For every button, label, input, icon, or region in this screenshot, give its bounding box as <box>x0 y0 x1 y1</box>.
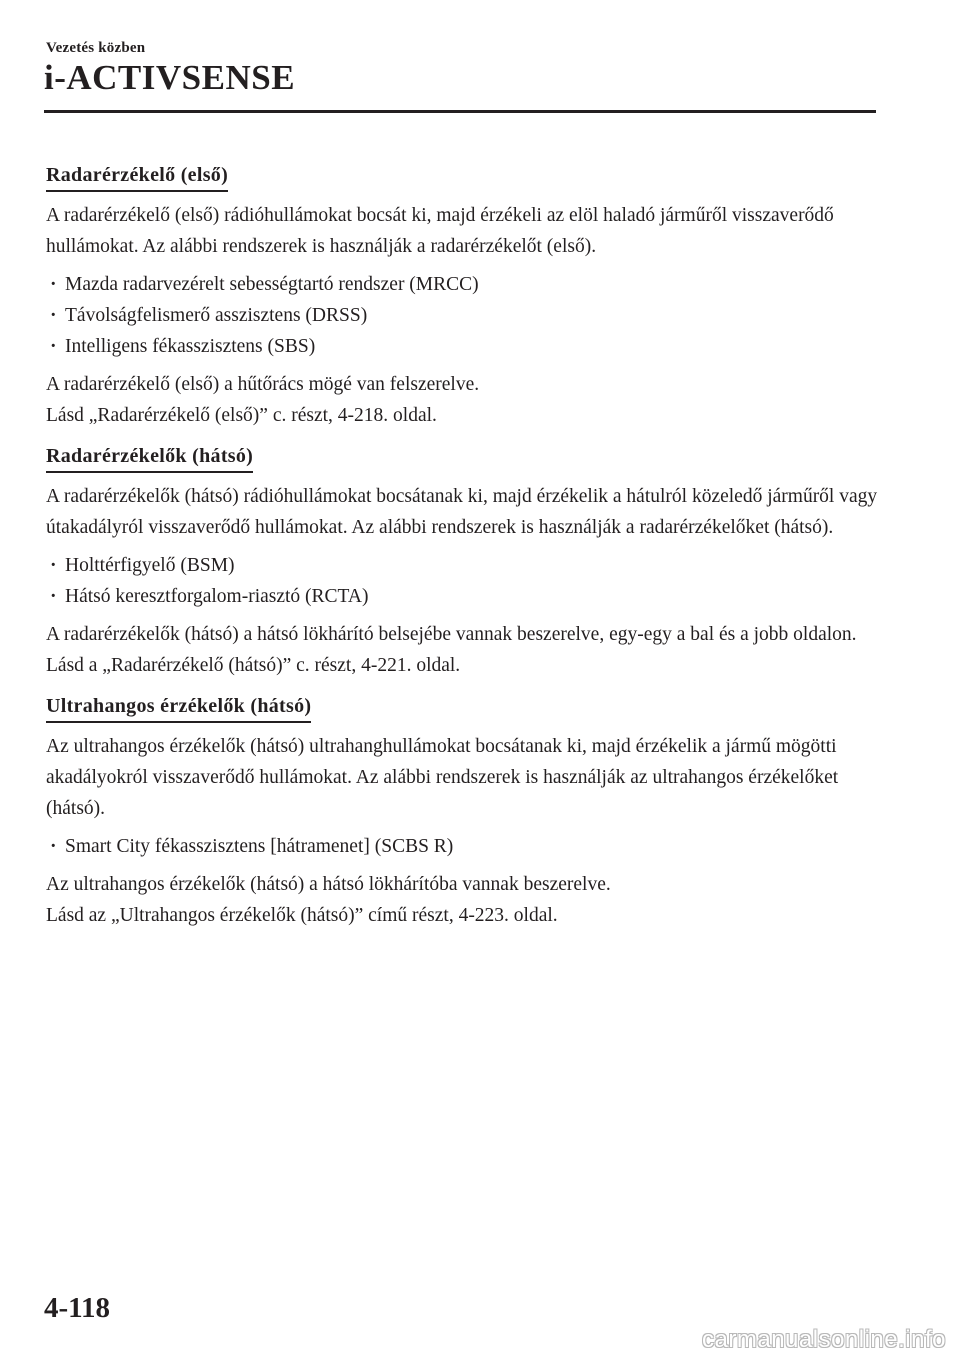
section-intro: Az ultrahangos érzékelők (hátsó) ultrahanghullámokat bocsátanak ki, majd érzékelik a jármű mögötti akadályokról visszaverődő hullámokat. Az alábbi rendszerek is használják az ultrahangos érzékelőket (hátsó). <box>46 736 839 819</box>
location-note: A radarérzékelők (hátsó) a hátsó lökhárító belsejébe vannak beszerelve, egy-egy a bal és a jobb oldalon. <box>46 624 857 645</box>
page-reference: Lásd az „Ultrahangos érzékelők (hátsó)” című részt, 4-223. oldal. <box>46 905 558 926</box>
watermark: carmanualsonline.info <box>702 1326 946 1353</box>
list-item: · Távolságfelismerő asszisztens (DRSS) <box>46 300 886 331</box>
list-item: · Hátsó keresztforgalom-riasztó (RCTA) <box>46 581 886 612</box>
section-intro: A radarérzékelők (hátsó) rádióhullámokat bocsátanak ki, majd érzékelik a hátulról közeledő járműről vagy útakadályról visszaverődő hullámokat. Az alábbi rendszerek is használják a radarérzékelőket (hátsó). <box>46 486 878 538</box>
section-front-radar <box>46 160 886 431</box>
page-reference: Lásd „Radarérzékelő (első)” c. részt, 4-218. oldal. <box>46 405 437 426</box>
section-rear-radar <box>46 441 886 681</box>
section-rear-ultrasonic <box>46 691 886 931</box>
chapter-label: Vezetés közben <box>46 40 146 56</box>
list-item: · Intelligens fékasszisztens (SBS) <box>46 331 886 362</box>
list-item: · Mazda radarvezérelt sebességtartó rendszer (MRCC) <box>46 269 886 300</box>
location-note: A radarérzékelő (első) a hűtőrács mögé van felszerelve. <box>46 374 480 395</box>
section-intro: A radarérzékelő (első) rádióhullámokat bocsát ki, majd érzékeli az elöl haladó járműről visszaverődő hullámokat. Az alábbi rendszerek is használják a radarérzékelőt (első). <box>46 205 834 257</box>
location-note: Az ultrahangos érzékelők (hátsó) a hátsó lökhárítóba vannak beszerelve. <box>46 874 611 895</box>
page-content <box>46 160 886 941</box>
section-heading: Radarérzékelő (első) <box>46 161 228 192</box>
page-title: i-ACTIVSENSE <box>44 58 296 97</box>
page-number: 4-118 <box>44 1292 111 1324</box>
system-list <box>46 550 886 612</box>
list-item: · Smart City fékasszisztens [hátramenet] (SCBS R) <box>46 831 886 862</box>
system-list <box>46 269 886 362</box>
header-divider <box>44 110 876 113</box>
system-list <box>46 831 886 862</box>
list-item: · Holttérfigyelő (BSM) <box>46 550 886 581</box>
section-heading: Radarérzékelők (hátsó) <box>46 442 253 473</box>
page-reference: Lásd a „Radarérzékelő (hátsó)” c. részt, 4-221. oldal. <box>46 655 461 676</box>
section-heading: Ultrahangos érzékelők (hátsó) <box>46 692 311 723</box>
